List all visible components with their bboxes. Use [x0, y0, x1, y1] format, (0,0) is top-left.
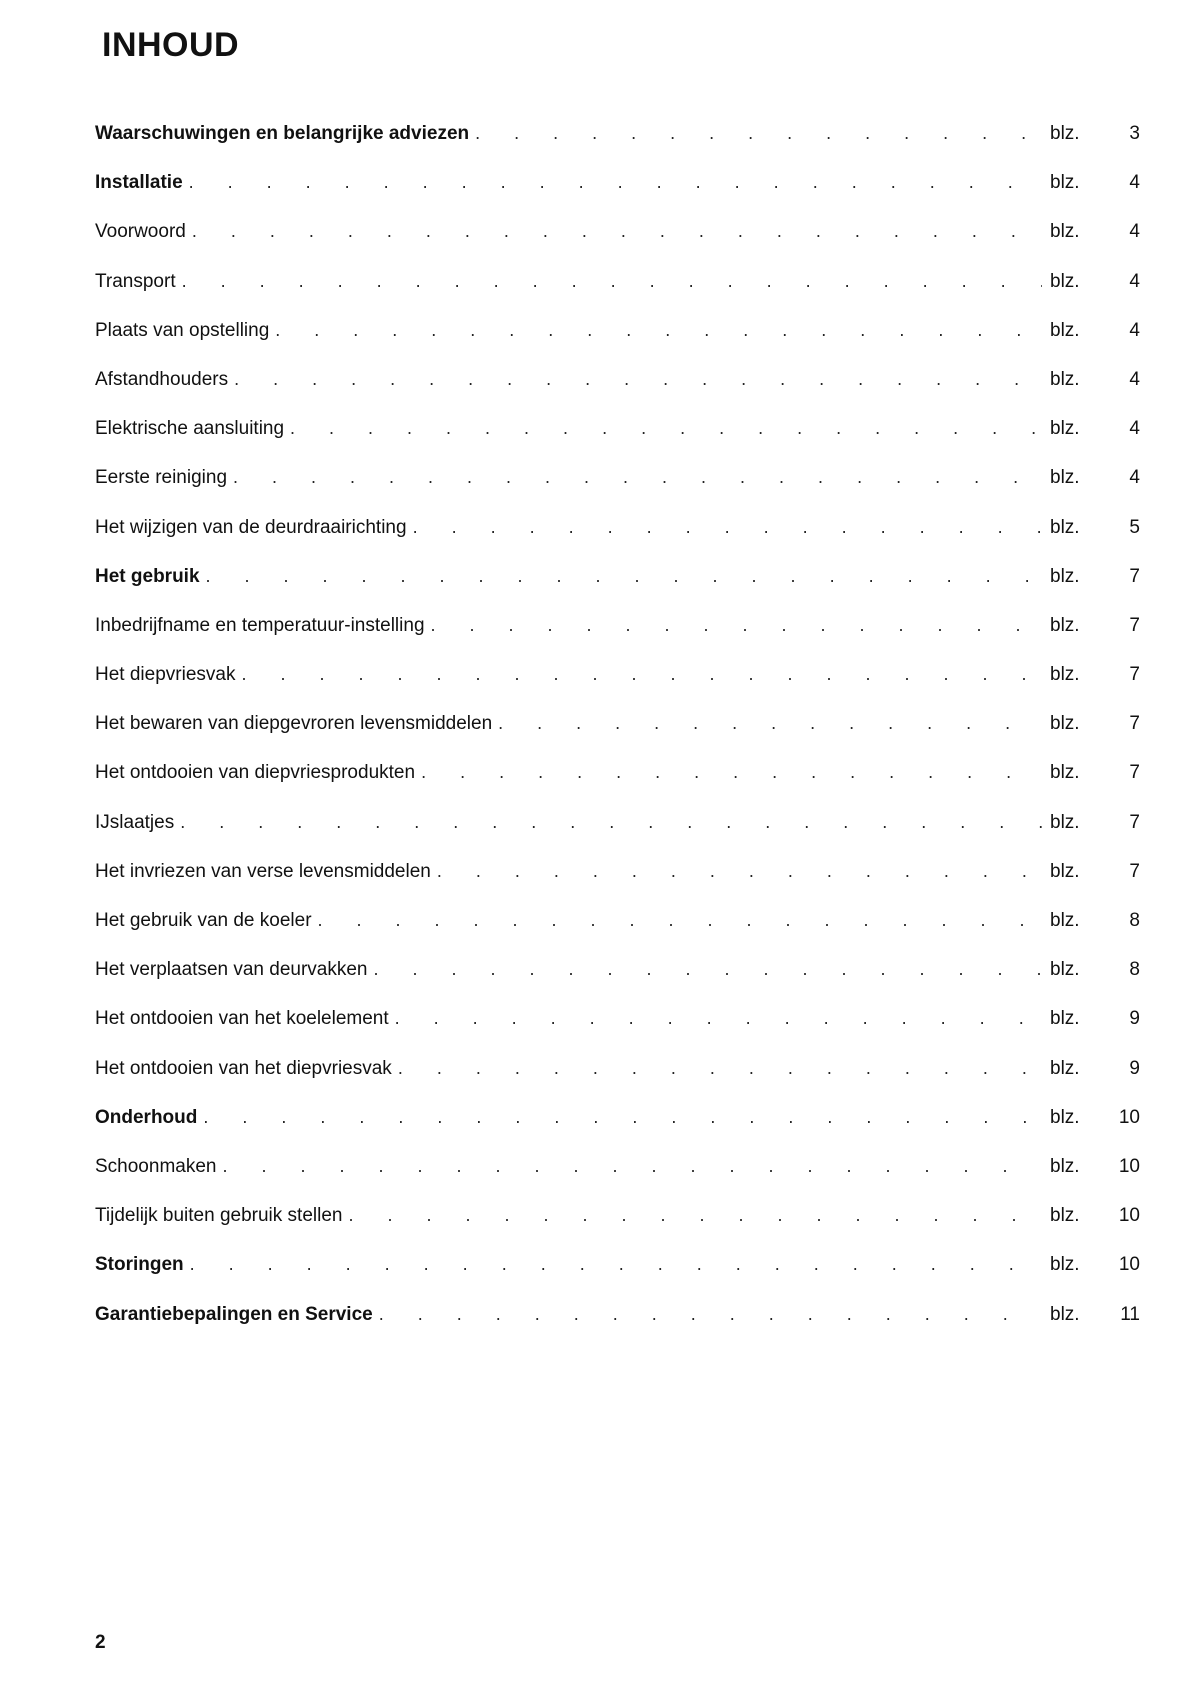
toc-page-label: blz.	[1050, 172, 1080, 194]
toc-page-number: 11	[1120, 1303, 1140, 1325]
toc-entry	[95, 858, 1140, 907]
toc-entry	[95, 464, 1140, 513]
toc-page-number: 3	[1129, 123, 1140, 144]
toc-page-label: blz.	[1050, 516, 1080, 538]
dot-leader	[233, 464, 1042, 490]
toc-entry-title: Het gebruik	[95, 565, 200, 587]
dot-leader	[475, 120, 1042, 146]
toc-page-number: 9	[1129, 1057, 1140, 1079]
toc-entry	[95, 366, 1140, 415]
toc-page-number: 4	[1129, 368, 1140, 390]
toc-entry-title: Het verplaatsen van deurvakken	[95, 959, 368, 981]
toc-page-label: blz.	[1050, 319, 1080, 341]
toc-entry	[95, 612, 1140, 661]
toc-entry	[95, 1251, 1140, 1300]
toc-page-label: blz.	[1050, 910, 1080, 931]
page-title: INHOUD	[102, 26, 240, 64]
toc-page-number: 7	[1129, 664, 1140, 686]
toc-entry	[95, 563, 1140, 612]
toc-page-number: 4	[1129, 418, 1140, 440]
toc-entry	[95, 710, 1140, 759]
toc-page-number: 5	[1129, 516, 1140, 538]
toc-entry-title: Het ontdooien van diepvriesprodukten	[95, 762, 416, 784]
toc-page-label: blz.	[1050, 1303, 1080, 1325]
toc-page-label: blz.	[1050, 664, 1080, 686]
toc-page-number: 8	[1129, 959, 1140, 981]
dot-leader	[413, 514, 1042, 540]
dot-leader	[222, 1153, 1042, 1179]
toc-page-number: 7	[1129, 762, 1140, 784]
toc-entry-title: Storingen	[95, 1254, 184, 1276]
toc-entry	[95, 415, 1140, 464]
toc-page-label: blz.	[1050, 1205, 1080, 1227]
dot-leader	[241, 661, 1042, 687]
dot-leader	[374, 956, 1043, 982]
dot-leader	[437, 858, 1042, 884]
dot-leader	[431, 612, 1042, 638]
toc-page-label: blz.	[1050, 221, 1080, 243]
dot-leader	[398, 1055, 1042, 1081]
toc-entry	[95, 956, 1140, 1005]
toc-page-number: 4	[1129, 270, 1140, 292]
toc-page-label: blz.	[1050, 1106, 1080, 1128]
toc-page-label: blz.	[1050, 614, 1080, 636]
toc-entry-title: Garantiebepalingen en Service	[95, 1303, 373, 1325]
toc-page-label: blz.	[1050, 368, 1080, 390]
dot-leader	[182, 268, 1042, 294]
toc-entry-title: Installatie	[95, 172, 183, 194]
toc-entry-title: Het gebruik van de koeler	[95, 910, 312, 931]
toc-page-number: 4	[1129, 172, 1140, 194]
toc-entry	[95, 514, 1140, 563]
toc-entry	[95, 1153, 1140, 1202]
toc-page-label: blz.	[1050, 1057, 1080, 1079]
dot-leader	[395, 1005, 1042, 1031]
toc-entry-title: Onderhoud	[95, 1106, 198, 1128]
dot-leader	[203, 1104, 1042, 1130]
toc-entry-title: Het diepvriesvak	[95, 664, 236, 686]
dot-leader	[206, 563, 1042, 589]
dot-leader	[318, 907, 1042, 933]
toc-page-label: blz.	[1050, 467, 1080, 489]
toc-page-label: blz.	[1050, 713, 1080, 735]
toc-page-number: 7	[1129, 713, 1140, 735]
toc-entry	[95, 907, 1140, 956]
toc-entry-title: IJslaatjes	[95, 811, 175, 833]
toc-entry-title: Eerste reiniging	[95, 467, 228, 489]
toc-page-label: blz.	[1050, 860, 1080, 882]
toc-page-number: 10	[1118, 1254, 1140, 1276]
toc-page-number: 7	[1129, 811, 1140, 833]
dot-leader	[192, 218, 1042, 244]
toc-entry	[95, 1055, 1140, 1104]
toc-page-number: 8	[1129, 910, 1140, 931]
toc-page-number: 9	[1129, 1008, 1140, 1030]
toc-entry-title: Tijdelijk buiten gebruik stellen	[95, 1205, 343, 1227]
toc-page-label: blz.	[1050, 1008, 1080, 1030]
toc-entry	[95, 218, 1140, 267]
toc-entry	[95, 169, 1140, 218]
toc-entry-title: Het invriezen van verse levensmiddelen	[95, 860, 431, 882]
toc-page-label: blz.	[1050, 123, 1080, 144]
dot-leader	[290, 415, 1042, 441]
toc-page-number: 4	[1129, 221, 1140, 243]
toc-page-number: 7	[1129, 860, 1140, 882]
toc-page-number: 4	[1129, 467, 1140, 489]
toc-page-label: blz.	[1050, 270, 1080, 292]
dot-leader	[234, 366, 1042, 392]
toc-page-number: 10	[1118, 1155, 1140, 1177]
toc-page-number: 10	[1118, 1205, 1140, 1227]
toc-entry-title: Het ontdooien van het diepvriesvak	[95, 1057, 392, 1079]
toc-entry	[95, 1104, 1140, 1153]
toc-entry	[95, 809, 1140, 858]
toc-entry	[95, 317, 1140, 366]
toc-entry	[95, 661, 1140, 710]
toc-page-label: blz.	[1050, 762, 1080, 784]
toc-entry-title: Het ontdooien van het koelelement	[95, 1008, 389, 1030]
toc-page-label: blz.	[1050, 565, 1080, 587]
toc-entry-title: Transport	[95, 270, 176, 292]
toc-page-number: 7	[1129, 565, 1140, 587]
dot-leader	[189, 169, 1042, 195]
dot-leader	[421, 759, 1042, 785]
toc-page-label: blz.	[1050, 811, 1080, 833]
toc-page-number: 4	[1129, 319, 1140, 341]
toc-entry	[95, 759, 1140, 808]
toc-entry-title: Schoonmaken	[95, 1155, 217, 1177]
dot-leader	[348, 1202, 1042, 1228]
dot-leader	[180, 809, 1042, 835]
toc-entry-title: Voorwoord	[95, 221, 186, 243]
toc-page-label: blz.	[1050, 959, 1080, 981]
toc-entry-title: Het wijzigen van de deurdraairichting	[95, 516, 407, 538]
toc-entry	[95, 120, 1140, 169]
dot-leader	[498, 710, 1042, 736]
toc-entry-title: Plaats van opstelling	[95, 319, 270, 341]
toc-entry	[95, 268, 1140, 317]
page-number: 2	[95, 1632, 106, 1653]
toc-entry-title: Het bewaren van diepgevroren levensmiddelen	[95, 713, 493, 735]
dot-leader	[190, 1251, 1042, 1277]
toc-entry	[95, 1202, 1140, 1251]
toc-page-label: blz.	[1050, 1155, 1080, 1177]
toc-page-number: 10	[1118, 1106, 1140, 1128]
toc-entry-title: Afstandhouders	[95, 368, 229, 390]
toc-entry	[95, 1005, 1140, 1054]
dot-leader	[275, 317, 1042, 343]
toc-page-number: 7	[1129, 614, 1140, 636]
toc-page-label: blz.	[1050, 418, 1080, 440]
toc-page-label: blz.	[1050, 1254, 1080, 1276]
table-of-contents	[95, 120, 1140, 1350]
toc-entry-title: Waarschuwingen en belangrijke adviezen	[95, 123, 470, 144]
toc-entry-title: Elektrische aansluiting	[95, 418, 285, 440]
toc-entry	[95, 1301, 1140, 1350]
dot-leader	[379, 1301, 1042, 1327]
toc-entry-title: Inbedrijfname en temperatuur-instelling	[95, 614, 425, 636]
